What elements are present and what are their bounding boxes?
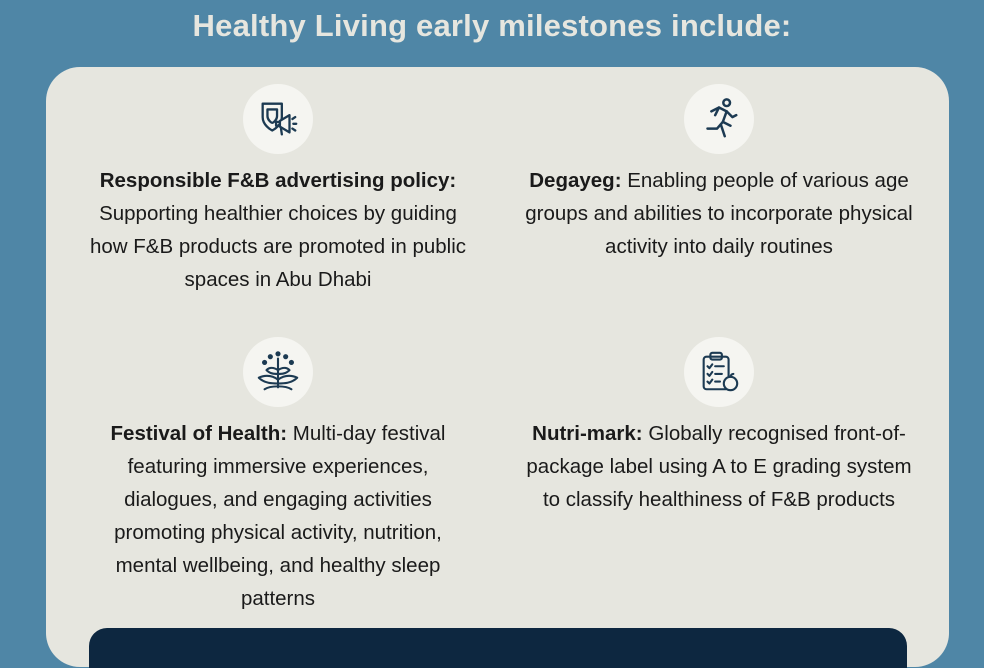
milestone-card-degayeg	[524, 84, 914, 263]
shield-megaphone-icon	[243, 84, 313, 154]
milestone-heading: Responsible F&B advertising policy:	[99, 169, 457, 192]
bottom-banner	[89, 628, 907, 668]
milestones-panel	[46, 67, 949, 667]
milestone-text: Supporting healthier choices by guiding how F&B products are promoted in public spaces in Abu Dhabi	[89, 202, 467, 291]
milestone-text: Multi-day festival featuring immersive experiences, dialogues, and engaging activities promoting physical activity, nutrition, mental wellbeing, and healthy sleep patterns	[114, 422, 446, 610]
milestone-card-nutri-mark	[524, 337, 914, 516]
milestone-text: Enabling people of various age groups and abilities to incorporate physical activity into daily routines	[525, 169, 913, 258]
milestone-heading: Festival of Health:	[110, 422, 288, 445]
clipboard-apple-icon	[684, 337, 754, 407]
lotus-plant-icon	[243, 337, 313, 407]
milestone-card-advertising-policy	[83, 84, 473, 296]
page-title: Healthy Living early milestones include:	[192, 8, 792, 43]
running-person-icon	[684, 84, 754, 154]
milestone-card-festival-of-health	[83, 337, 473, 615]
milestone-text: Globally recognised front-of-package label using A to E grading system to classify healthiness of F&B products	[526, 422, 912, 511]
milestone-heading: Nutri-mark:	[532, 422, 643, 445]
milestone-heading: Degayeg:	[529, 169, 622, 192]
